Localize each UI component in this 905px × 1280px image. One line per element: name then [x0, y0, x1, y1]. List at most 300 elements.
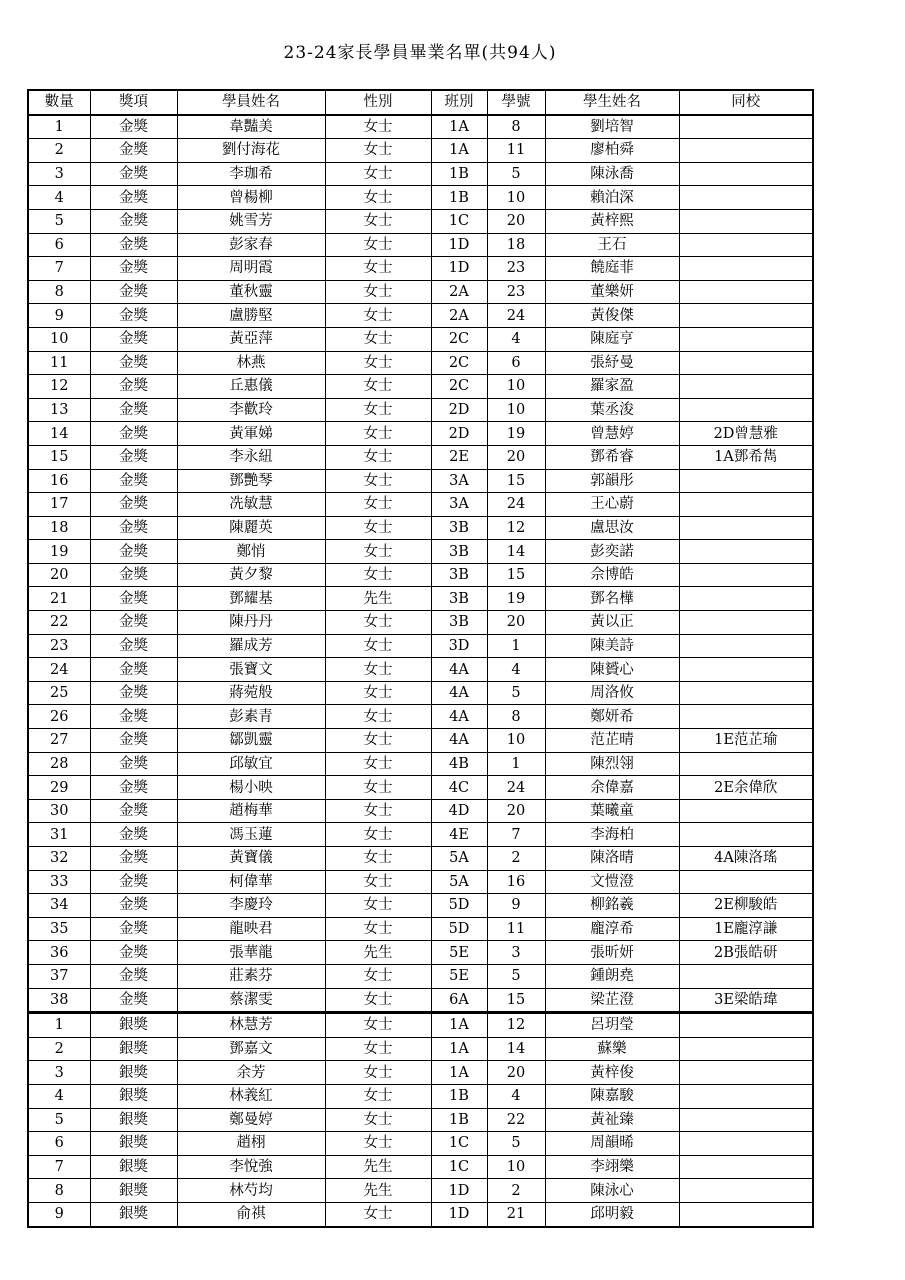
student-number-cell: 18	[487, 233, 545, 257]
parent-name-cell: 冼敏慧	[177, 493, 325, 517]
award-cell: 銀獎	[90, 1061, 177, 1085]
count-cell: 11	[28, 351, 90, 375]
count-cell: 36	[28, 941, 90, 965]
sibling-cell	[679, 469, 813, 493]
class-cell: 4A	[431, 705, 487, 729]
parent-name-cell: 曾楊柳	[177, 186, 325, 210]
student-name-cell: 陳烈翎	[545, 752, 679, 776]
student-number-cell: 2	[487, 1179, 545, 1203]
student-number-cell: 12	[487, 1013, 545, 1038]
gender-cell: 女士	[325, 162, 431, 186]
student-number-cell: 7	[487, 823, 545, 847]
sibling-cell	[679, 1084, 813, 1108]
class-cell: 1B	[431, 1108, 487, 1132]
student-name-cell: 黃梓熙	[545, 209, 679, 233]
table-row	[28, 233, 813, 257]
count-cell: 2	[28, 1037, 90, 1061]
gender-cell: 女士	[325, 1013, 431, 1038]
student-name-cell: 王心蔚	[545, 493, 679, 517]
student-name-cell: 陳美詩	[545, 634, 679, 658]
parent-name-cell: 鄒凱靈	[177, 729, 325, 753]
student-name-cell: 鄭妍希	[545, 705, 679, 729]
class-cell: 2D	[431, 422, 487, 446]
count-cell: 6	[28, 233, 90, 257]
table-row	[28, 917, 813, 941]
gender-cell: 女士	[325, 493, 431, 517]
parent-name-cell: 蔡潔雯	[177, 988, 325, 1013]
class-cell: 5A	[431, 847, 487, 871]
parent-name-cell: 邱敏宜	[177, 752, 325, 776]
sibling-cell	[679, 115, 813, 139]
gender-cell: 女士	[325, 209, 431, 233]
gender-cell: 女士	[325, 1132, 431, 1156]
class-cell: 1B	[431, 162, 487, 186]
student-number-cell: 23	[487, 280, 545, 304]
table-row	[28, 139, 813, 163]
count-cell: 30	[28, 799, 90, 823]
sibling-cell	[679, 1132, 813, 1156]
gender-cell: 先生	[325, 587, 431, 611]
class-cell: 4E	[431, 823, 487, 847]
class-cell: 3B	[431, 611, 487, 635]
student-name-cell: 佘博皓	[545, 563, 679, 587]
count-cell: 6	[28, 1132, 90, 1156]
parent-name-cell: 鄧耀基	[177, 587, 325, 611]
count-cell: 4	[28, 186, 90, 210]
gender-cell: 女士	[325, 304, 431, 328]
award-cell: 金獎	[90, 941, 177, 965]
award-cell: 金獎	[90, 209, 177, 233]
parent-name-cell: 張華龍	[177, 941, 325, 965]
parent-name-cell: 黃亞萍	[177, 327, 325, 351]
gender-cell: 女士	[325, 233, 431, 257]
sibling-cell	[679, 233, 813, 257]
header-class: 班別	[431, 90, 487, 115]
parent-name-cell: 李慶玲	[177, 894, 325, 918]
parent-name-cell: 龍映君	[177, 917, 325, 941]
count-cell: 21	[28, 587, 90, 611]
parent-name-cell: 鄧嘉文	[177, 1037, 325, 1061]
student-name-cell: 葉曦童	[545, 799, 679, 823]
sibling-cell	[679, 162, 813, 186]
parent-name-cell: 趙梅華	[177, 799, 325, 823]
student-name-cell: 邱明毅	[545, 1202, 679, 1226]
award-cell: 金獎	[90, 681, 177, 705]
student-number-cell: 20	[487, 445, 545, 469]
student-name-cell: 葉丞浚	[545, 398, 679, 422]
student-number-cell: 14	[487, 540, 545, 564]
student-name-cell: 董樂妍	[545, 280, 679, 304]
table-row	[28, 587, 813, 611]
count-cell: 26	[28, 705, 90, 729]
count-cell: 5	[28, 1108, 90, 1132]
award-cell: 金獎	[90, 280, 177, 304]
award-cell: 金獎	[90, 304, 177, 328]
sibling-cell	[679, 634, 813, 658]
table-row	[28, 611, 813, 635]
gender-cell: 先生	[325, 941, 431, 965]
parent-name-cell: 彭素青	[177, 705, 325, 729]
count-cell: 1	[28, 1013, 90, 1038]
student-name-cell: 陳泳心	[545, 1179, 679, 1203]
gender-cell: 女士	[325, 115, 431, 139]
parent-name-cell: 黃寶儀	[177, 847, 325, 871]
table-row	[28, 870, 813, 894]
student-number-cell: 15	[487, 988, 545, 1013]
parent-name-cell: 馮玉蓮	[177, 823, 325, 847]
parent-name-cell: 丘惠儀	[177, 375, 325, 399]
table-row	[28, 705, 813, 729]
class-cell: 2C	[431, 327, 487, 351]
student-number-cell: 8	[487, 705, 545, 729]
student-name-cell: 余偉嘉	[545, 776, 679, 800]
student-name-cell: 黃以正	[545, 611, 679, 635]
sibling-cell	[679, 611, 813, 635]
award-cell: 金獎	[90, 115, 177, 139]
class-cell: 2C	[431, 375, 487, 399]
table-row	[28, 658, 813, 682]
award-cell: 金獎	[90, 469, 177, 493]
sibling-cell	[679, 563, 813, 587]
class-cell: 1A	[431, 1037, 487, 1061]
gender-cell: 女士	[325, 327, 431, 351]
student-number-cell: 22	[487, 1108, 545, 1132]
sibling-cell	[679, 752, 813, 776]
count-cell: 33	[28, 870, 90, 894]
count-cell: 9	[28, 1202, 90, 1226]
sibling-cell: 1E范芷瑜	[679, 729, 813, 753]
parent-name-cell: 羅成芳	[177, 634, 325, 658]
student-name-cell: 周洛攸	[545, 681, 679, 705]
table-row	[28, 894, 813, 918]
sibling-cell	[679, 658, 813, 682]
count-cell: 32	[28, 847, 90, 871]
student-number-cell: 10	[487, 186, 545, 210]
student-number-cell: 15	[487, 563, 545, 587]
student-name-cell: 文愷澄	[545, 870, 679, 894]
count-cell: 38	[28, 988, 90, 1013]
header-parent-name: 學員姓名	[177, 90, 325, 115]
class-cell: 3B	[431, 540, 487, 564]
gender-cell: 女士	[325, 375, 431, 399]
count-cell: 28	[28, 752, 90, 776]
student-number-cell: 4	[487, 1084, 545, 1108]
class-cell: 3B	[431, 587, 487, 611]
table-row	[28, 1037, 813, 1061]
student-name-cell: 黃祉臻	[545, 1108, 679, 1132]
table-row	[28, 563, 813, 587]
class-cell: 2A	[431, 280, 487, 304]
student-number-cell: 4	[487, 658, 545, 682]
count-cell: 23	[28, 634, 90, 658]
class-cell: 1D	[431, 1179, 487, 1203]
sibling-cell	[679, 280, 813, 304]
table-body	[28, 115, 813, 1227]
student-number-cell: 24	[487, 493, 545, 517]
class-cell: 1B	[431, 186, 487, 210]
award-cell: 金獎	[90, 563, 177, 587]
gender-cell: 女士	[325, 1108, 431, 1132]
table-row	[28, 280, 813, 304]
table-row	[28, 398, 813, 422]
student-name-cell: 羅家盈	[545, 375, 679, 399]
class-cell: 2D	[431, 398, 487, 422]
sibling-cell: 3E梁皓瑋	[679, 988, 813, 1013]
count-cell: 8	[28, 1179, 90, 1203]
award-cell: 金獎	[90, 162, 177, 186]
gender-cell: 女士	[325, 964, 431, 988]
table-row	[28, 823, 813, 847]
award-cell: 金獎	[90, 894, 177, 918]
student-number-cell: 1	[487, 752, 545, 776]
gender-cell: 女士	[325, 917, 431, 941]
award-cell: 銀獎	[90, 1108, 177, 1132]
class-cell: 1A	[431, 115, 487, 139]
student-name-cell: 陳洛晴	[545, 847, 679, 871]
parent-name-cell: 劉付海花	[177, 139, 325, 163]
award-cell: 金獎	[90, 988, 177, 1013]
gender-cell: 女士	[325, 823, 431, 847]
gender-cell: 女士	[325, 257, 431, 281]
class-cell: 4D	[431, 799, 487, 823]
award-cell: 金獎	[90, 375, 177, 399]
table-row	[28, 799, 813, 823]
award-cell: 銀獎	[90, 1132, 177, 1156]
student-number-cell: 23	[487, 257, 545, 281]
class-cell: 5D	[431, 917, 487, 941]
parent-name-cell: 鄭曼婷	[177, 1108, 325, 1132]
parent-name-cell: 蔣菀般	[177, 681, 325, 705]
gender-cell: 女士	[325, 894, 431, 918]
gender-cell: 女士	[325, 563, 431, 587]
parent-name-cell: 林慧芳	[177, 1013, 325, 1038]
table-row	[28, 847, 813, 871]
table-row	[28, 1013, 813, 1038]
gender-cell: 女士	[325, 729, 431, 753]
student-number-cell: 5	[487, 681, 545, 705]
student-name-cell: 饒庭菲	[545, 257, 679, 281]
student-number-cell: 3	[487, 941, 545, 965]
student-name-cell: 黃梓俊	[545, 1061, 679, 1085]
count-cell: 10	[28, 327, 90, 351]
student-number-cell: 20	[487, 611, 545, 635]
parent-name-cell: 林義紅	[177, 1084, 325, 1108]
parent-name-cell: 鄧艷琴	[177, 469, 325, 493]
award-cell: 金獎	[90, 516, 177, 540]
table-row	[28, 941, 813, 965]
count-cell: 9	[28, 304, 90, 328]
sibling-cell	[679, 1108, 813, 1132]
award-cell: 金獎	[90, 964, 177, 988]
header-award: 獎項	[90, 90, 177, 115]
student-number-cell: 5	[487, 1132, 545, 1156]
sibling-cell	[679, 1155, 813, 1179]
table-row	[28, 964, 813, 988]
gender-cell: 女士	[325, 445, 431, 469]
gender-cell: 女士	[325, 847, 431, 871]
count-cell: 2	[28, 139, 90, 163]
table-row	[28, 1084, 813, 1108]
count-cell: 27	[28, 729, 90, 753]
student-number-cell: 16	[487, 870, 545, 894]
class-cell: 1D	[431, 257, 487, 281]
student-number-cell: 10	[487, 398, 545, 422]
sibling-cell: 2E柳駿皓	[679, 894, 813, 918]
parent-name-cell: 陳麗英	[177, 516, 325, 540]
award-cell: 金獎	[90, 847, 177, 871]
award-cell: 金獎	[90, 445, 177, 469]
count-cell: 3	[28, 162, 90, 186]
award-cell: 金獎	[90, 493, 177, 517]
student-number-cell: 15	[487, 469, 545, 493]
gender-cell: 女士	[325, 634, 431, 658]
table-row	[28, 540, 813, 564]
header-student-name: 學生姓名	[545, 90, 679, 115]
award-cell: 金獎	[90, 257, 177, 281]
student-name-cell: 盧思汝	[545, 516, 679, 540]
student-number-cell: 6	[487, 351, 545, 375]
student-name-cell: 陳泳喬	[545, 162, 679, 186]
gender-cell: 女士	[325, 611, 431, 635]
class-cell: 2A	[431, 304, 487, 328]
gender-cell: 女士	[325, 1061, 431, 1085]
student-number-cell: 8	[487, 115, 545, 139]
sibling-cell	[679, 375, 813, 399]
gender-cell: 女士	[325, 799, 431, 823]
student-name-cell: 范芷晴	[545, 729, 679, 753]
table-row	[28, 1179, 813, 1203]
student-name-cell: 呂玥瑩	[545, 1013, 679, 1038]
student-name-cell: 陳庭亨	[545, 327, 679, 351]
class-cell: 3B	[431, 563, 487, 587]
class-cell: 5E	[431, 941, 487, 965]
table-row	[28, 1061, 813, 1085]
count-cell: 20	[28, 563, 90, 587]
student-name-cell: 柳銘羲	[545, 894, 679, 918]
gender-cell: 女士	[325, 280, 431, 304]
parent-name-cell: 趙栩	[177, 1132, 325, 1156]
table-row	[28, 1132, 813, 1156]
student-name-cell: 李翊樂	[545, 1155, 679, 1179]
table-header-row	[28, 90, 813, 115]
count-cell: 29	[28, 776, 90, 800]
count-cell: 13	[28, 398, 90, 422]
class-cell: 1A	[431, 139, 487, 163]
award-cell: 銀獎	[90, 1013, 177, 1038]
award-cell: 金獎	[90, 658, 177, 682]
sibling-cell	[679, 587, 813, 611]
sibling-cell	[679, 1037, 813, 1061]
award-cell: 金獎	[90, 729, 177, 753]
table-row	[28, 729, 813, 753]
gender-cell: 先生	[325, 1179, 431, 1203]
gender-cell: 女士	[325, 540, 431, 564]
parent-name-cell: 周明霞	[177, 257, 325, 281]
gender-cell: 女士	[325, 681, 431, 705]
student-number-cell: 19	[487, 422, 545, 446]
sibling-cell	[679, 257, 813, 281]
class-cell: 3D	[431, 634, 487, 658]
sibling-cell	[679, 1013, 813, 1038]
award-cell: 金獎	[90, 799, 177, 823]
table-row	[28, 115, 813, 139]
award-cell: 金獎	[90, 398, 177, 422]
student-name-cell: 陳嘉駿	[545, 1084, 679, 1108]
count-cell: 5	[28, 209, 90, 233]
count-cell: 7	[28, 1155, 90, 1179]
gender-cell: 先生	[325, 1155, 431, 1179]
student-name-cell: 張昕妍	[545, 941, 679, 965]
count-cell: 3	[28, 1061, 90, 1085]
award-cell: 金獎	[90, 823, 177, 847]
class-cell: 6A	[431, 988, 487, 1013]
student-number-cell: 10	[487, 1155, 545, 1179]
class-cell: 1A	[431, 1013, 487, 1038]
parent-name-cell: 李永紐	[177, 445, 325, 469]
gender-cell: 女士	[325, 1037, 431, 1061]
student-number-cell: 1	[487, 634, 545, 658]
gender-cell: 女士	[325, 1202, 431, 1226]
table-row	[28, 186, 813, 210]
parent-name-cell: 姚雪芳	[177, 209, 325, 233]
class-cell: 5E	[431, 964, 487, 988]
parent-name-cell: 張寶文	[177, 658, 325, 682]
student-name-cell: 黃俊傑	[545, 304, 679, 328]
gender-cell: 女士	[325, 139, 431, 163]
table-row	[28, 1108, 813, 1132]
count-cell: 1	[28, 115, 90, 139]
class-cell: 4A	[431, 681, 487, 705]
student-number-cell: 20	[487, 799, 545, 823]
parent-name-cell: 莊素芬	[177, 964, 325, 988]
sibling-cell	[679, 493, 813, 517]
award-cell: 銀獎	[90, 1037, 177, 1061]
gender-cell: 女士	[325, 752, 431, 776]
student-name-cell: 周韻晞	[545, 1132, 679, 1156]
count-cell: 8	[28, 280, 90, 304]
award-cell: 銀獎	[90, 1155, 177, 1179]
parent-name-cell: 黃軍娣	[177, 422, 325, 446]
student-name-cell: 彭奕諾	[545, 540, 679, 564]
class-cell: 1D	[431, 1202, 487, 1226]
class-cell: 1A	[431, 1061, 487, 1085]
gender-cell: 女士	[325, 776, 431, 800]
student-number-cell: 21	[487, 1202, 545, 1226]
graduates-table	[27, 89, 814, 1228]
class-cell: 1C	[431, 1132, 487, 1156]
sibling-cell	[679, 823, 813, 847]
sibling-cell	[679, 1061, 813, 1085]
award-cell: 金獎	[90, 870, 177, 894]
student-name-cell: 鍾朗堯	[545, 964, 679, 988]
award-cell: 銀獎	[90, 1179, 177, 1203]
parent-name-cell: 林芍均	[177, 1179, 325, 1203]
count-cell: 25	[28, 681, 90, 705]
award-cell: 金獎	[90, 611, 177, 635]
sibling-cell	[679, 304, 813, 328]
award-cell: 金獎	[90, 705, 177, 729]
student-number-cell: 24	[487, 776, 545, 800]
class-cell: 5A	[431, 870, 487, 894]
count-cell: 15	[28, 445, 90, 469]
award-cell: 金獎	[90, 634, 177, 658]
table-row	[28, 1202, 813, 1226]
class-cell: 5D	[431, 894, 487, 918]
class-cell: 4A	[431, 729, 487, 753]
count-cell: 35	[28, 917, 90, 941]
count-cell: 18	[28, 516, 90, 540]
table-row	[28, 516, 813, 540]
